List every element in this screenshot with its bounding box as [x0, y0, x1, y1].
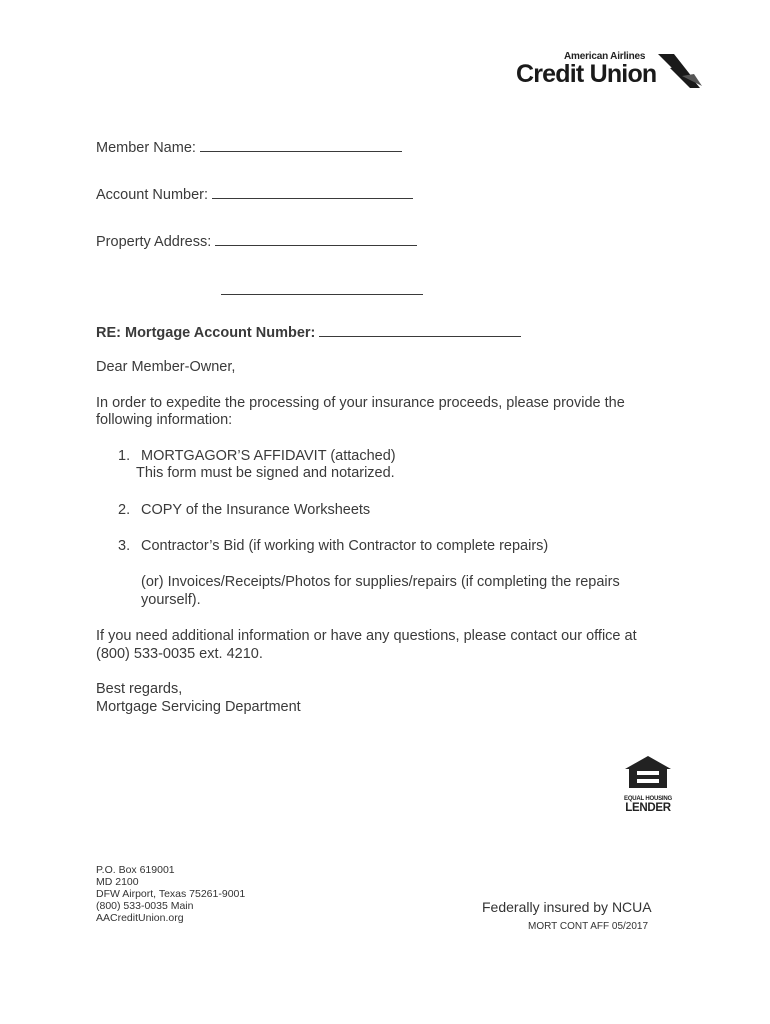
- address-line: (800) 533-0035 Main: [96, 900, 194, 912]
- property-address-field: [96, 231, 417, 251]
- member-name-label: Member Name:: [96, 140, 196, 156]
- credit-union-logo: [514, 48, 704, 94]
- list-item-text: MORTGAGOR’S AFFIDAVIT (attached): [141, 448, 396, 464]
- address-line: P.O. Box 619001: [96, 864, 175, 876]
- closing: Best regards,: [96, 681, 183, 697]
- address-line: MD 2100: [96, 876, 139, 888]
- form-code: MORT CONT AFF 05/2017: [528, 921, 649, 932]
- property-address-line-2[interactable]: [221, 294, 423, 295]
- property-address-line[interactable]: [215, 231, 417, 246]
- member-name-field: [96, 137, 402, 157]
- equal-housing-lender-badge: [622, 755, 674, 814]
- salutation: Dear Member-Owner,: [96, 359, 236, 375]
- list-item-number: 2.: [118, 502, 131, 518]
- list-item-number: 3.: [118, 538, 131, 554]
- contact-line-2: (800) 533-0035 ext. 4210.: [96, 646, 263, 662]
- logo-credit-union-text: Credit Union: [516, 60, 657, 88]
- signature-department: Mortgage Servicing Department: [96, 699, 301, 715]
- intro-line-1: In order to expedite the processing of your insurance proceeds, please provide the: [96, 395, 625, 411]
- equal-housing-text: EQUAL HOUSING: [624, 796, 672, 802]
- list-item-number: 1.: [118, 448, 131, 464]
- ncua-insured-text: Federally insured by NCUA: [482, 899, 652, 915]
- list-item-text: COPY of the Insurance Worksheets: [141, 502, 371, 518]
- intro-line-2: following information:: [96, 412, 233, 428]
- account-number-label: Account Number:: [96, 187, 209, 203]
- lender-text: LENDER: [625, 802, 671, 814]
- footer-address: [96, 864, 245, 924]
- mortgage-account-line[interactable]: [319, 322, 521, 337]
- account-number-field: [96, 184, 413, 204]
- contact-line-1: If you need additional information or have any questions, please contact our office at: [96, 628, 637, 644]
- mortgage-account-field: [96, 322, 521, 342]
- alternative-line-2: yourself).: [141, 592, 201, 608]
- address-line: DFW Airport, Texas 75261-9001: [96, 888, 246, 900]
- equal-housing-house-icon: [623, 755, 673, 789]
- mortgage-account-label: RE: Mortgage Account Number:: [96, 325, 316, 341]
- property-address-label: Property Address:: [96, 234, 212, 250]
- account-number-line[interactable]: [212, 184, 413, 199]
- member-name-line[interactable]: [200, 137, 402, 152]
- alternative-line-1: (or) Invoices/Receipts/Photos for supplies/repairs (if completing the repairs: [141, 574, 620, 590]
- website-text: AACreditUnion.org: [96, 912, 184, 924]
- logo-american-airlines-text: American Airlines: [564, 51, 646, 62]
- list-item-subtext: This form must be signed and notarized.: [136, 465, 395, 481]
- eagle-mark-icon: [656, 52, 704, 92]
- list-item-text: Contractor’s Bid (if working with Contractor to complete repairs): [141, 538, 549, 554]
